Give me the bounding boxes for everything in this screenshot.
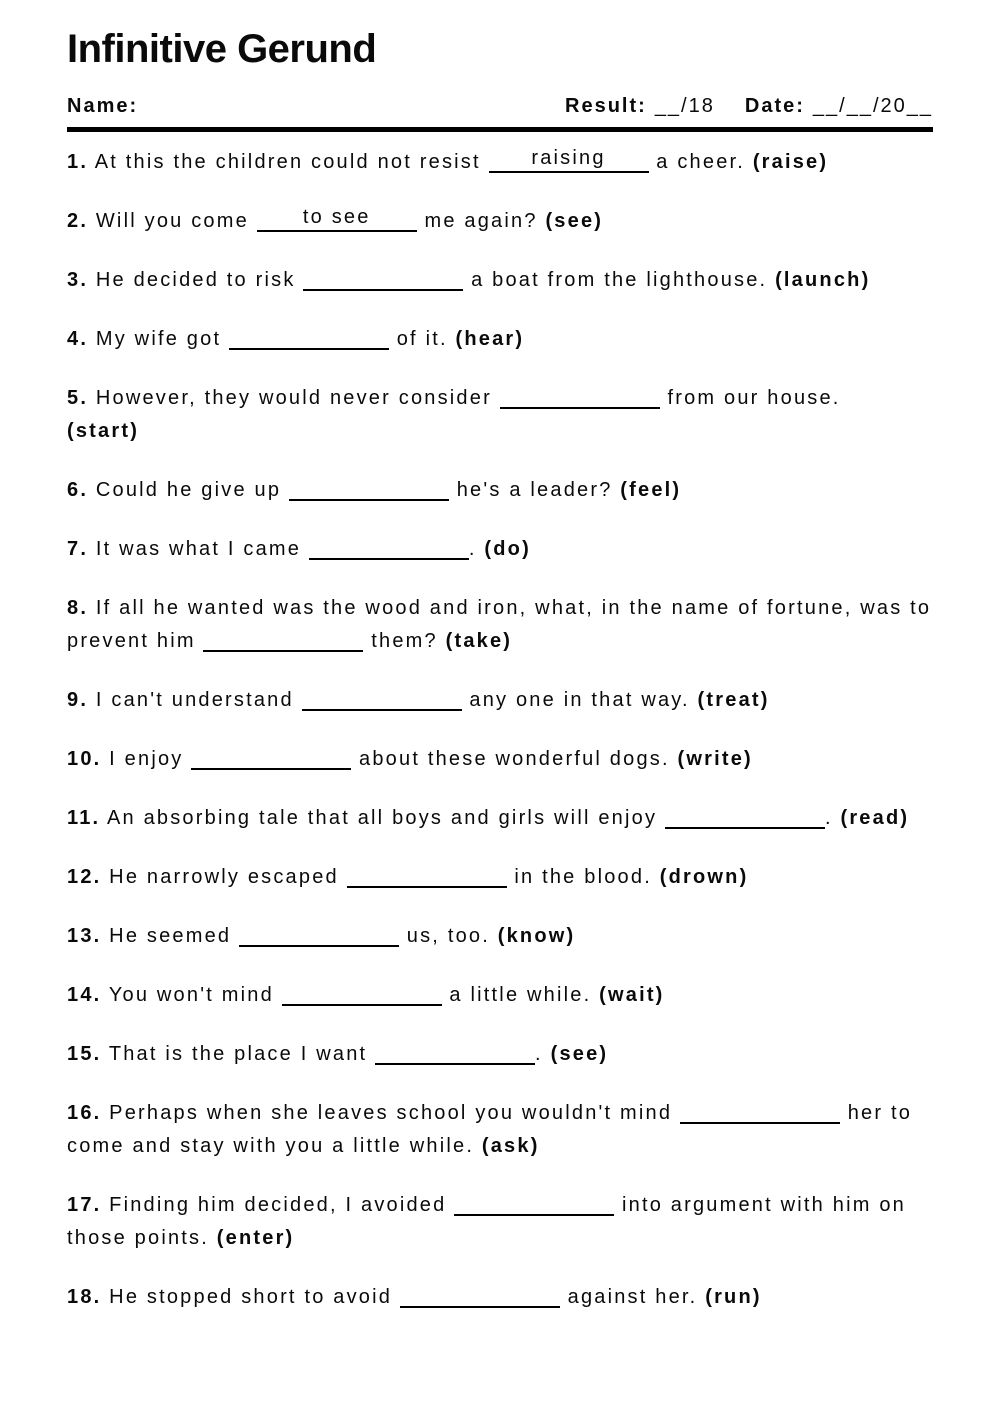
question-text: I enjoy [109, 748, 184, 770]
answer-blank [229, 327, 389, 350]
question-number: 9. [67, 689, 89, 711]
question-number: 2. [67, 210, 89, 232]
question-text: come and stay with you a little while. [67, 1135, 475, 1157]
verb-hint: (run) [705, 1286, 762, 1308]
question-number: 5. [67, 387, 89, 409]
verb-hint: (enter) [216, 1227, 295, 1249]
question-text: Perhaps when she leaves school you wouldn't mind [109, 1102, 673, 1124]
question-number: 17. [67, 1194, 102, 1216]
verb-hint: (ask) [481, 1135, 540, 1157]
question [67, 474, 960, 507]
question-text: in the blood. [514, 866, 652, 888]
question [67, 264, 960, 297]
question [67, 684, 960, 717]
verb-hint: (take) [445, 630, 513, 652]
question-number: 6. [67, 479, 89, 501]
question [67, 146, 960, 179]
question [67, 979, 960, 1012]
result-label: Result: [565, 95, 647, 117]
question-number: 10. [67, 748, 102, 770]
question [67, 533, 960, 566]
question [67, 802, 960, 835]
question-text: . [824, 807, 833, 829]
date-blank: __/__/20__ [812, 95, 933, 117]
answer-blank [257, 206, 417, 232]
question-text: . [468, 538, 477, 560]
answer-blank [665, 806, 825, 829]
answer-blank [289, 478, 449, 501]
question-text: He seemed [109, 925, 232, 947]
question [67, 1189, 960, 1255]
question-text: a boat from the lighthouse. [471, 269, 768, 291]
question-text: her to [847, 1102, 913, 1124]
question [67, 743, 960, 776]
question [67, 920, 960, 953]
name-label: Name: [67, 95, 139, 117]
meta-row [67, 94, 933, 118]
answer-blank [375, 1042, 535, 1065]
question-text: He stopped short to avoid [109, 1286, 393, 1308]
verb-hint: (see) [545, 210, 604, 232]
question-text: He decided to risk [95, 269, 296, 291]
question-text: us, too. [406, 925, 490, 947]
question [67, 323, 960, 356]
question [67, 1281, 960, 1314]
question-number: 12. [67, 866, 102, 888]
verb-hint: (know) [497, 925, 576, 947]
question [67, 1097, 960, 1163]
question-text: He narrowly escaped [109, 866, 339, 888]
verb-hint: (write) [677, 748, 753, 770]
question [67, 205, 960, 238]
question-text: against her. [567, 1286, 698, 1308]
question-number: 14. [67, 984, 102, 1006]
question [67, 1038, 960, 1071]
filled-answer: raising [531, 147, 606, 169]
result-blank: __/18 [654, 95, 715, 117]
verb-hint: (treat) [697, 689, 770, 711]
question-number: 18. [67, 1286, 102, 1308]
answer-blank [282, 983, 442, 1006]
answer-blank [500, 386, 660, 409]
question [67, 861, 960, 894]
question-text: a little while. [449, 984, 592, 1006]
header-divider [67, 127, 933, 132]
question-text: about these wonderful dogs. [359, 748, 670, 770]
question-text: from our house. [667, 387, 841, 409]
question-text: You won't mind [108, 984, 274, 1006]
question-text: However, they would never consider [95, 387, 492, 409]
question-text: At this the children could not resist [94, 151, 481, 173]
question [67, 382, 960, 448]
worksheet-header [67, 26, 933, 132]
question-text: If all he wanted was the wood and iron, what, in the name of fortune, was to [95, 597, 932, 619]
question-text: Finding him decided, I avoided [109, 1194, 447, 1216]
question-number: 4. [67, 328, 89, 350]
question-number: 11. [67, 807, 101, 829]
question-text: me again? [424, 210, 538, 232]
question-text: any one in that way. [469, 689, 690, 711]
question-text: prevent him [67, 630, 196, 652]
result-date-group [565, 94, 933, 118]
question-text: I can't understand [95, 689, 294, 711]
answer-blank [239, 924, 399, 947]
question-text: he's a leader? [456, 479, 613, 501]
verb-hint: (drown) [659, 866, 749, 888]
question-text: of it. [396, 328, 448, 350]
answer-blank [489, 147, 649, 173]
question-number: 13. [67, 925, 102, 947]
answer-blank [191, 747, 351, 770]
question-number: 8. [67, 597, 89, 619]
answer-blank [347, 865, 507, 888]
answer-blank [400, 1285, 560, 1308]
verb-hint: (do) [484, 538, 531, 560]
question [67, 592, 960, 658]
question-text: An absorbing tale that all boys and girls will enjoy [106, 807, 658, 829]
answer-blank [203, 629, 363, 652]
questions-list [67, 146, 960, 1314]
answer-blank [303, 268, 463, 291]
verb-hint: (start) [67, 420, 140, 442]
verb-hint: (hear) [455, 328, 525, 350]
question-number: 3. [67, 269, 89, 291]
question-number: 15. [67, 1043, 102, 1065]
question-text: into argument with him on [621, 1194, 906, 1216]
verb-hint: (wait) [599, 984, 665, 1006]
question-text: That is the place I want [108, 1043, 368, 1065]
question-text: It was what I came [95, 538, 302, 560]
verb-hint: (launch) [775, 269, 871, 291]
verb-hint: (see) [550, 1043, 609, 1065]
answer-blank [680, 1101, 840, 1124]
question-text: Could he give up [95, 479, 282, 501]
answer-blank [454, 1193, 614, 1216]
question-number: 16. [67, 1102, 102, 1124]
verb-hint: (read) [840, 807, 910, 829]
question-text: Will you come [95, 210, 249, 232]
filled-answer: to see [302, 206, 371, 228]
question-text: them? [371, 630, 438, 652]
question-text: those points. [67, 1227, 210, 1249]
verb-hint: (raise) [752, 151, 829, 173]
answer-blank [309, 537, 469, 560]
question-text: a cheer. [656, 151, 746, 173]
page-title: Infinitive Gerund [67, 27, 377, 71]
question-text: . [535, 1043, 543, 1065]
date-label: Date: [744, 95, 805, 117]
question-text: My wife got [95, 328, 222, 350]
question-number: 1. [67, 151, 89, 173]
question-number: 7. [67, 538, 89, 560]
answer-blank [302, 688, 462, 711]
verb-hint: (feel) [620, 479, 682, 501]
